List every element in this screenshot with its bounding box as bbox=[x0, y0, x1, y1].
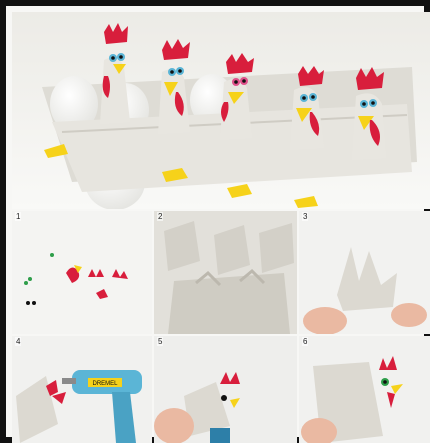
step-number: 4 bbox=[16, 337, 21, 346]
step-number: 6 bbox=[303, 337, 308, 346]
glue-gun-brand-label: DREMEL bbox=[92, 381, 118, 387]
step-5-photo-attaching-eyes bbox=[154, 336, 297, 443]
step-4-photo-glue-gun bbox=[12, 336, 152, 443]
step-6-photo-finished-chicken bbox=[299, 336, 430, 443]
hero-photo-egg-carton-chickens bbox=[12, 12, 430, 209]
step-number: 2 bbox=[158, 212, 163, 221]
step-2-photo-carton-cut bbox=[154, 211, 297, 334]
step-number: 1 bbox=[16, 212, 21, 221]
step-number: 5 bbox=[158, 337, 163, 346]
step-1-photo-felt-pieces bbox=[12, 211, 152, 334]
step-number: 3 bbox=[303, 212, 308, 221]
step-3-photo-cut-cup bbox=[299, 211, 430, 334]
